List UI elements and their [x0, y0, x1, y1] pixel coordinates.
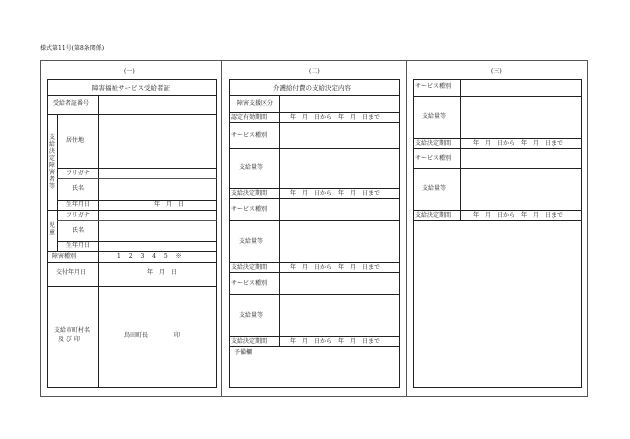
address-label: 居住地: [66, 137, 85, 144]
s3-decision-period-label-1: 支給決定期間: [415, 140, 452, 147]
amount-label-3: 支給量等: [239, 312, 264, 319]
section-two-label: (二): [309, 68, 320, 75]
service-type-label-1: サービス種別: [231, 132, 268, 139]
panel-divider-2: [406, 60, 407, 397]
s3-amount-label-2: 支給量等: [422, 185, 447, 192]
amount-label-1: 支給量等: [239, 164, 264, 171]
s3-decision-period-label-2: 支給決定期間: [415, 212, 452, 219]
s3-decision-period-value-1: 年 月 日から 年 月 日まで: [473, 140, 564, 147]
cert-period-value: 年 月 日から 年 月 日まで: [290, 114, 381, 121]
decision-period-value-2: 年 月 日から 年 月 日まで: [290, 264, 381, 271]
form-title: 様式第11号(第8条関係): [40, 45, 105, 52]
section-three-table: [413, 79, 582, 388]
panel-divider-1: [221, 60, 222, 397]
s3-decision-period-value-2: 年 月 日から 年 月 日まで: [473, 212, 564, 219]
disability-type-label: 障害種別: [52, 253, 77, 260]
recipient-number-label: 受給者証番号: [53, 100, 90, 107]
s3-service-type-label-1: サービス種別: [415, 83, 452, 90]
service-type-label-3: サービス種別: [231, 280, 268, 287]
decision-period-label-3: 支給決定期間: [231, 338, 268, 345]
cert-period-label: 認定有効期間: [231, 114, 268, 121]
child-furigana-label: フリガナ: [66, 212, 90, 219]
service-type-label-2: サービス種別: [231, 206, 268, 213]
issue-date-value: 年 月 日: [147, 269, 178, 276]
support-level-label: 障害支援区分: [237, 100, 274, 107]
child-birthdate-label: 生年月日: [66, 242, 91, 249]
seal-mark: 印: [174, 332, 181, 339]
municipality-label: 支給市町村名: [54, 327, 91, 334]
municipality-seal-label: 及 び 印: [58, 336, 80, 343]
issue-date-label: 交付年月日: [56, 269, 87, 276]
disability-options: 1 2 3 4 5 ※: [117, 253, 182, 260]
birthdate-value: 年 月 日: [154, 201, 185, 208]
furigana-label: フリガナ: [66, 170, 90, 177]
amount-label-2: 支給量等: [239, 238, 264, 245]
name-label: 氏名: [72, 185, 85, 192]
decision-period-value-1: 年 月 日から 年 月 日まで: [290, 190, 381, 197]
section-one-label: (一): [124, 68, 135, 75]
section-three-label: (三): [491, 68, 502, 75]
s3-amount-label-1: 支給量等: [422, 113, 447, 120]
recipient-group-label: 支給決定障害者等: [48, 134, 55, 190]
child-label: 児童: [48, 222, 55, 236]
child-name-label: 氏名: [72, 227, 85, 234]
s2-title: 介護給付費の支給決定内容: [273, 84, 351, 92]
mayor-name: 鳥田町長: [124, 332, 149, 339]
decision-period-label-1: 支給決定期間: [231, 190, 268, 197]
s1-title: 障害福祉サービス受給者証: [92, 84, 170, 92]
s3-service-type-label-2: サービス種別: [415, 155, 452, 162]
decision-period-value-3: 年 月 日から 年 月 日まで: [290, 338, 381, 345]
notes-label: 予備欄: [234, 349, 253, 356]
birthdate-label: 生年月日: [66, 201, 91, 208]
decision-period-label-2: 支給決定期間: [231, 264, 268, 271]
